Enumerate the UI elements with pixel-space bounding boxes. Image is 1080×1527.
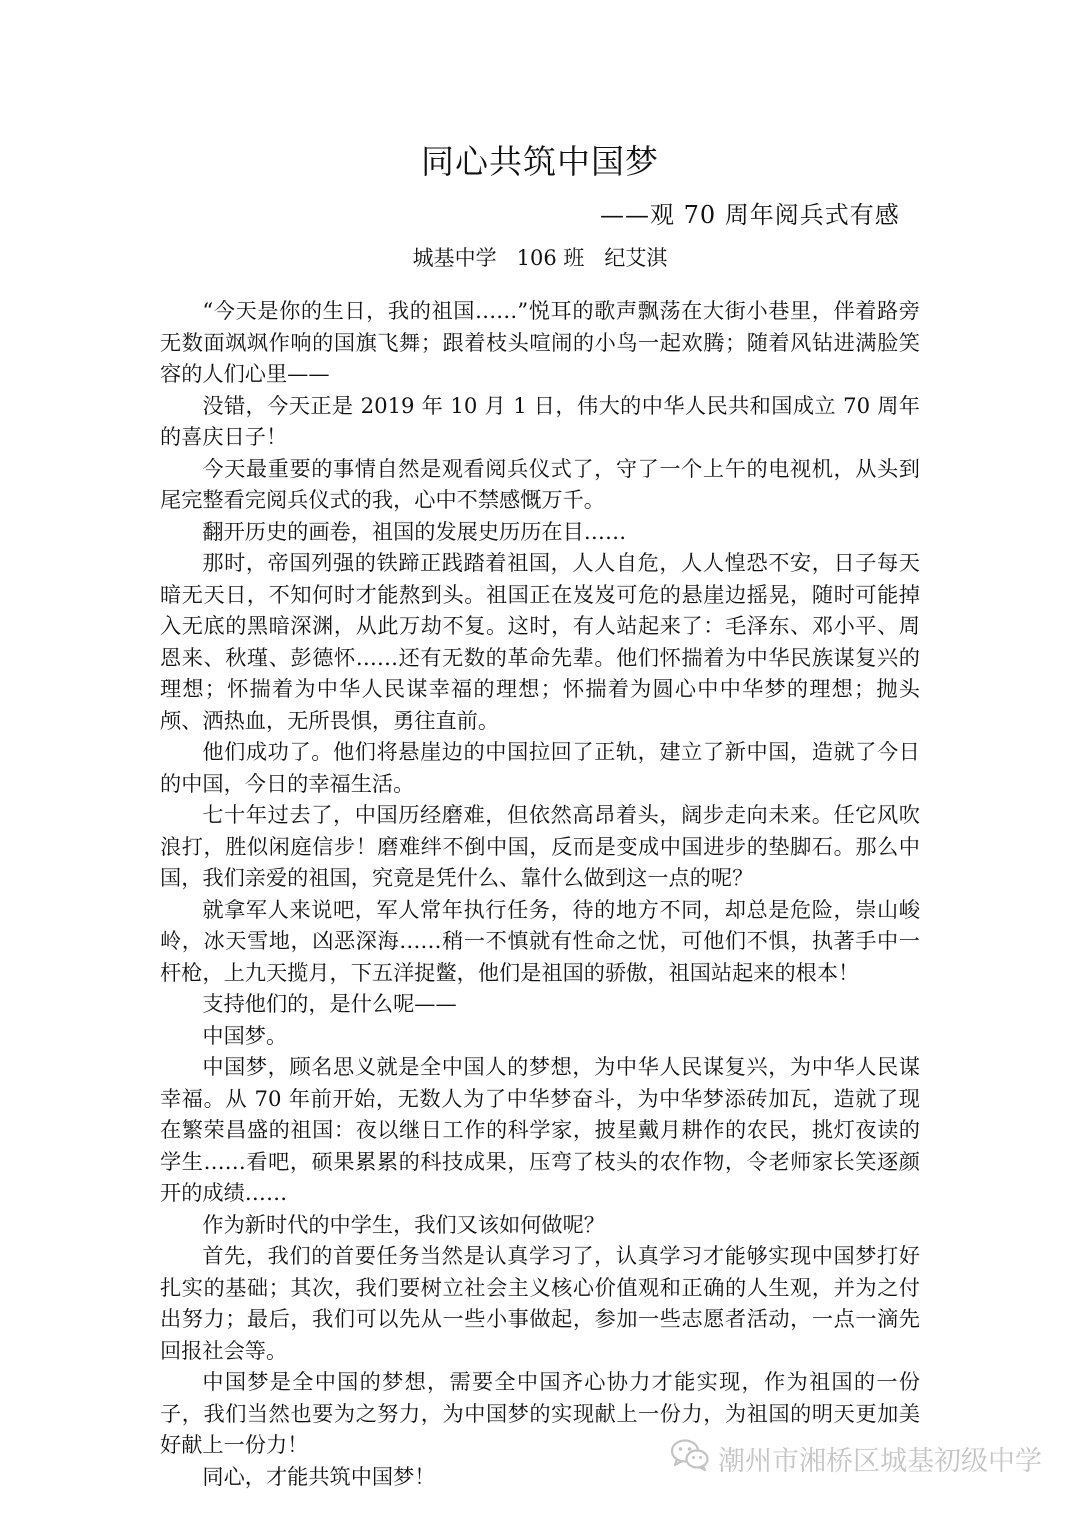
paragraph: 他们成功了。他们将悬崖边的中国拉回了正轨，建立了新中国，造就了今日的中国，今日的幸福生活。	[160, 739, 920, 796]
wechat-icon	[670, 1438, 710, 1479]
paragraph: “今天是你的生日，我的祖国……”悦耳的歌声飘荡在大街小巷里，伴着路旁无数面飒飒作响的国旗飞舞；跟着枝头喧闹的小鸟一起欢腾；随着风钻进满脸笑容的人们心里——	[160, 298, 920, 386]
author-byline: 城基中学 106 班 纪艾淇	[412, 246, 668, 270]
paragraph: 没错，今天正是 2019 年 10 月 1 日，伟大的中华人民共和国成立 70 周年的喜庆日子！	[160, 392, 920, 449]
document-title: 同心共筑中国梦	[421, 142, 659, 181]
watermark-text: 潮州市湘桥区城基初级中学	[718, 1446, 1042, 1477]
paragraph: 七十年过去了，中国历经磨难，但依然高昂着头，阔步走向未来。任它风吹浪打，胜似闲庭信步！磨难绊不倒中国，反而是变成中国进步的垫脚石。那么中国，我们亲爱的祖国，究竟是凭什么、靠什么做到这一点的呢？	[160, 802, 920, 890]
paragraph: 就拿军人来说吧，军人常年执行任务，待的地方不同，却总是危险，崇山峻岭，冰天雪地，凶恶深海……稍一不慎就有性命之忧，可他们不惧，执著手中一杆枪，上九天揽月，下五洋捉鳖，他们是祖国的骄傲，祖国站起来的根本！	[160, 896, 920, 985]
paragraph: 中国梦是全中国的梦想，需要全中国齐心协力才能实现，作为祖国的一份子，我们当然也要为之努力，为中国梦的实现献上一份力，为祖国的明天更加美好献上一份力！	[160, 1369, 920, 1457]
paragraph: 作为新时代的中学生，我们又该如何做呢？	[202, 1211, 605, 1237]
paragraph: 那时，帝国列强的铁蹄正践踏着祖国，人人自危，人人惶恐不安，日子每天暗无天日，不知何时才能熬到头。祖国正在岌岌可危的悬崖边摇晃，随时可能掉入无底的黑暗深渊，从此万劫不复。这时，有人站起来了：毛泽东、邓小平、周恩来、秋瑾、彭德怀……还有无数的革命先辈。他们怀揣着为中华民族谋复兴的理想；怀揣着为中华人民谋幸福的理想；怀揣着为圆心中中华梦的理想；抛头颅、洒热血，无所畏惧，勇往直前。	[160, 550, 920, 733]
article-body	[160, 295, 920, 1492]
paragraph: 中国梦。	[202, 1022, 288, 1048]
paragraph: 中国梦，顾名思义就是全中国人的梦想，为中华人民谋复兴，为中华人民谋幸福。从 70 年前开始，无数人为了中华梦奋斗，为中华梦添砖加瓦，造就了现在繁荣昌盛的祖国：夜以继日工作的科学家，披星戴月耕作的农民，挑灯夜读的学生……看吧，硕果累累的科技成果，压弯了枝头的农作物，令老师家长笑逐颜开的成绩……	[160, 1054, 920, 1205]
wechat-watermark	[670, 1438, 1042, 1479]
paragraph: 翻开历史的画卷，祖国的发展史历历在目……	[202, 518, 627, 544]
document-subtitle: ——观 70 周年阅兵式有感	[600, 201, 900, 229]
paragraph: 同心，才能共筑中国梦！	[202, 1463, 436, 1489]
paragraph: 首先，我们的首要任务当然是认真学习了，认真学习才能够实现中国梦打好扎实的基础；其次，我们要树立社会主义核心价值观和正确的人生观，并为之付出努力；最后，我们可以先从一些小事做起，参加一些志愿者活动，一点一滴先回报社会等。	[160, 1243, 920, 1363]
paragraph: 支持他们的，是什么呢——	[202, 991, 457, 1016]
paragraph: 今天最重要的事情自然是观看阅兵仪式了，守了一个上午的电视机，从头到尾完整看完阅兵仪式的我，心中不禁感慨万千。	[160, 455, 920, 512]
